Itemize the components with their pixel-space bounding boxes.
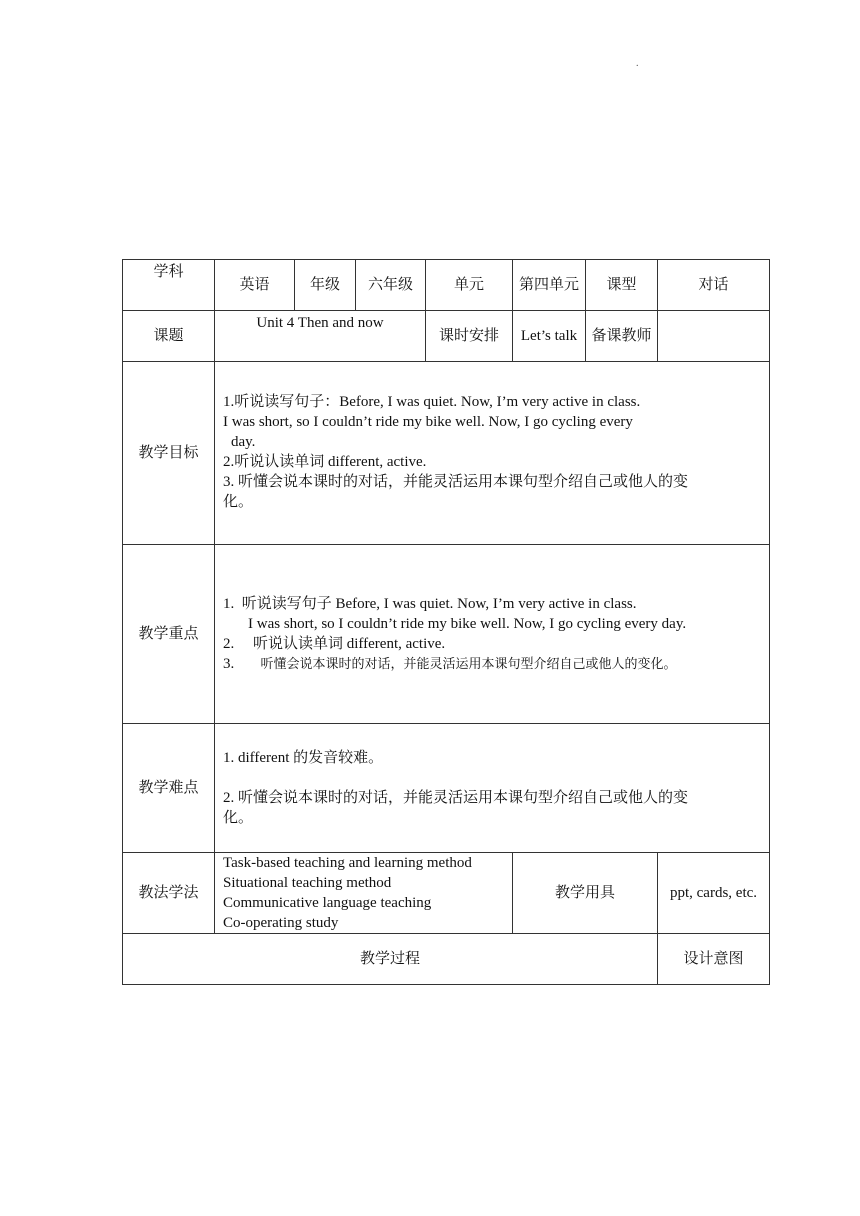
row-key-points bbox=[123, 545, 770, 724]
goal-line-5: 3. 听懂会说本课时的对话，并能灵活运用本课句型介绍自己或他人的变 bbox=[223, 474, 689, 490]
topic-value: Unit 4 Then and now bbox=[215, 311, 426, 362]
subject-value: 英语 bbox=[215, 260, 295, 311]
unit-value: 第四单元 bbox=[513, 260, 586, 311]
process-label: 教学过程 bbox=[123, 934, 658, 985]
method-item: Co-operating study bbox=[223, 915, 339, 931]
difficulties-label: 教学难点 bbox=[123, 724, 215, 853]
row-difficulties bbox=[123, 724, 770, 853]
key-point-2 bbox=[223, 634, 759, 654]
goal-line-2: I was short, so I couldn’t ride my bike well. Now, I go cycling every bbox=[223, 414, 633, 430]
design-intent-label: 设计意图 bbox=[658, 934, 770, 985]
difficulties-content bbox=[215, 724, 770, 853]
difficulty-line-3: 化。 bbox=[223, 810, 254, 826]
page-mark: . bbox=[636, 58, 639, 69]
methods-label: 教法学法 bbox=[123, 853, 215, 934]
key-point-1-text: 听说读写句子 Before, I was quiet. Now, I’m very active in class. bbox=[241, 596, 637, 612]
period-value: Let’s talk bbox=[513, 311, 586, 362]
grade-label: 年级 bbox=[295, 260, 356, 311]
key-point-3 bbox=[223, 654, 759, 674]
topic-label: 课题 bbox=[123, 311, 215, 362]
key-point-3-text: 听懂会说本课时的对话，并能灵活运用本课句型介绍自己或他人的变化。 bbox=[260, 656, 677, 671]
difficulty-line-2: 2. 听懂会说本课时的对话，并能灵活运用本课句型介绍自己或他人的变 bbox=[223, 790, 689, 806]
tools-value: ppt, cards, etc. bbox=[658, 853, 770, 934]
tools-label: 教学用具 bbox=[513, 853, 658, 934]
method-item: Communicative language teaching bbox=[223, 895, 432, 911]
row-goals bbox=[123, 362, 770, 545]
row-subject bbox=[123, 260, 770, 311]
goal-line-3: day. bbox=[231, 434, 256, 450]
goal-line-1: 1.听说读写句子：Before, I was quiet. Now, I’m very active in class. bbox=[223, 394, 641, 410]
difficulty-line-1: 1. different 的发音较难。 bbox=[223, 750, 384, 766]
key-points-content bbox=[215, 545, 770, 724]
key-point-1-number: 1. bbox=[223, 596, 235, 612]
grade-value: 六年级 bbox=[356, 260, 426, 311]
unit-label: 单元 bbox=[426, 260, 513, 311]
teacher-label: 备课教师 bbox=[586, 311, 658, 362]
lesson-plan-table bbox=[122, 259, 770, 985]
goal-line-4: 2.听说认读单词 different, active. bbox=[223, 454, 427, 470]
lesson-type-value: 对话 bbox=[658, 260, 770, 311]
period-label: 课时安排 bbox=[426, 311, 513, 362]
teacher-value bbox=[658, 311, 770, 362]
key-point-1-cont: I was short, so I couldn’t ride my bike well. Now, I go cycling every day. bbox=[248, 616, 687, 632]
lesson-type-label: 课型 bbox=[586, 260, 658, 311]
subject-label: 学科 bbox=[123, 260, 215, 311]
key-point-2-number: 2. bbox=[223, 636, 235, 652]
row-process bbox=[123, 934, 770, 985]
goals-label: 教学目标 bbox=[123, 362, 215, 545]
row-topic bbox=[123, 311, 770, 362]
goals-content bbox=[215, 362, 770, 545]
key-point-1 bbox=[223, 594, 759, 614]
row-methods bbox=[123, 853, 770, 934]
method-item: Situational teaching method bbox=[223, 875, 392, 891]
method-item: Task-based teaching and learning method bbox=[223, 855, 472, 871]
goal-line-6: 化。 bbox=[223, 494, 254, 510]
methods-list bbox=[215, 853, 513, 934]
key-point-3-number: 3. bbox=[223, 656, 235, 672]
key-point-2-text: 听说认读单词 different, active. bbox=[253, 636, 446, 652]
key-points-label: 教学重点 bbox=[123, 545, 215, 724]
